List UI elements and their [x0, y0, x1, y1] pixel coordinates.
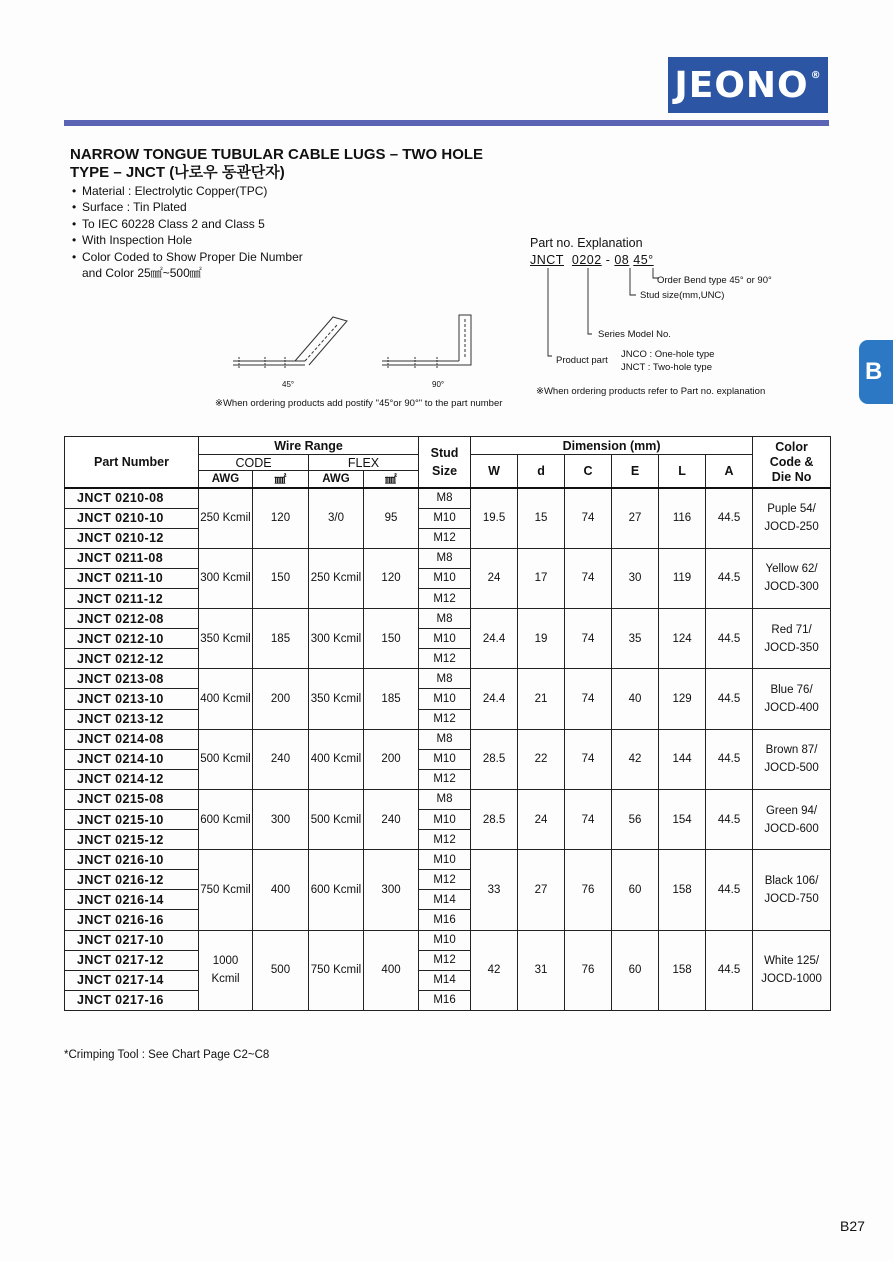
lug-45-icon — [233, 317, 347, 369]
header-flex-awg: AWG — [309, 471, 364, 489]
dim-d-cell: 24 — [518, 789, 565, 849]
code-awg-cell: 400 Kcmil — [199, 669, 253, 729]
dim-e-cell: 56 — [612, 789, 659, 849]
part-number-cell: JNCT 0214-12 — [65, 769, 199, 789]
stud-size-cell: M14 — [419, 970, 471, 990]
table-row — [65, 609, 831, 629]
dim-d-cell: 27 — [518, 850, 565, 930]
dim-l-cell: 158 — [659, 930, 706, 1010]
dim-d-cell: 19 — [518, 609, 565, 669]
bend-label: Order Bend type 45° or 90° — [657, 275, 772, 286]
stud-size-cell: M10 — [419, 508, 471, 528]
code-awg-cell: 500 Kcmil — [199, 729, 253, 789]
flex-awg-cell: 3/0 — [309, 488, 364, 548]
part-number-cell: JNCT 0211-08 — [65, 548, 199, 568]
part-number-cell: JNCT 0210-08 — [65, 488, 199, 508]
header-flex: FLEX — [309, 455, 419, 471]
header-code-mm2: ㎟ — [253, 471, 309, 489]
code-awg-cell: 300 Kcmil — [199, 548, 253, 608]
label-45: 45° — [282, 380, 295, 389]
color-code-cell: White 125/ JOCD-1000 — [753, 930, 831, 1010]
dim-l-cell: 129 — [659, 669, 706, 729]
stud-size-cell: M12 — [419, 528, 471, 548]
title-line-1: NARROW TONGUE TUBULAR CABLE LUGS – TWO HOLE — [70, 146, 484, 163]
spec-item: • Material : Electrolytic Copper(TPC) — [72, 183, 303, 199]
dim-d-cell: 22 — [518, 729, 565, 789]
dim-w-cell: 28.5 — [471, 789, 518, 849]
dim-w-cell: 42 — [471, 930, 518, 1010]
part-number-cell: JNCT 0211-10 — [65, 568, 199, 588]
flex-awg-cell: 250 Kcmil — [309, 548, 364, 608]
part-explanation-title: Part no. Explanation — [530, 236, 643, 250]
dim-d-cell: 21 — [518, 669, 565, 729]
stud-size-cell: M10 — [419, 629, 471, 649]
dim-e-cell: 27 — [612, 488, 659, 548]
code-mm2-cell: 150 — [253, 548, 309, 608]
brand-registered-mark: ® — [810, 69, 822, 81]
dim-a-cell: 44.5 — [706, 789, 753, 849]
header-rule — [64, 120, 829, 126]
spec-item: • Surface : Tin Plated — [72, 199, 303, 215]
part-number-cell: JNCT 0216-10 — [65, 850, 199, 870]
code-mm2-cell: 120 — [253, 488, 309, 548]
stud-size-cell: M10 — [419, 850, 471, 870]
dim-c-cell: 74 — [565, 789, 612, 849]
header-part-number: Part Number — [65, 437, 199, 489]
dim-c-cell: 76 — [565, 850, 612, 930]
flex-mm2-cell: 200 — [364, 729, 419, 789]
code-awg-cell: 250 Kcmil — [199, 488, 253, 548]
dim-l-cell: 116 — [659, 488, 706, 548]
flex-awg-cell: 400 Kcmil — [309, 729, 364, 789]
stud-size-cell: M14 — [419, 890, 471, 910]
lug-90-icon — [382, 315, 471, 369]
jnco-label: JNCO : One-hole type — [621, 349, 715, 360]
part-number-cell: JNCT 0212-08 — [65, 609, 199, 629]
header-l: L — [659, 455, 706, 489]
part-number-cell: JNCT 0216-12 — [65, 870, 199, 890]
code-mm2-cell: 400 — [253, 850, 309, 930]
part-number-cell: JNCT 0214-10 — [65, 749, 199, 769]
spec-item: • Color Coded to Show Proper Die Number — [72, 249, 303, 265]
page-number: B27 — [840, 1218, 865, 1234]
dim-c-cell: 74 — [565, 548, 612, 608]
stud-size-cell: M12 — [419, 950, 471, 970]
stud-size-cell: M8 — [419, 669, 471, 689]
part-number-cell: JNCT 0213-08 — [65, 669, 199, 689]
flex-mm2-cell: 120 — [364, 548, 419, 608]
section-tab[interactable]: B — [859, 340, 893, 404]
part-explanation-code — [530, 253, 654, 267]
stud-size-cell: M10 — [419, 568, 471, 588]
code-stud: 08 — [614, 253, 630, 267]
dim-a-cell: 44.5 — [706, 669, 753, 729]
spec-item-continued: and Color 25㎟~500㎟ — [82, 266, 202, 281]
part-number-cell: JNCT 0215-12 — [65, 830, 199, 850]
footnote: *Crimping Tool : See Chart Page C2~C8 — [64, 1049, 270, 1061]
header-flex-mm2: ㎟ — [364, 471, 419, 489]
dim-w-cell: 24 — [471, 548, 518, 608]
flex-awg-cell: 600 Kcmil — [309, 850, 364, 930]
code-awg-cell: 600 Kcmil — [199, 789, 253, 849]
header-a: A — [706, 455, 753, 489]
dim-a-cell: 44.5 — [706, 729, 753, 789]
dim-e-cell: 60 — [612, 850, 659, 930]
header-code: CODE — [199, 455, 309, 471]
brand-logo — [668, 57, 828, 113]
table-body — [65, 488, 831, 1010]
flex-awg-cell: 300 Kcmil — [309, 609, 364, 669]
code-awg-cell: 750 Kcmil — [199, 850, 253, 930]
part-number-cell: JNCT 0216-14 — [65, 890, 199, 910]
dim-e-cell: 42 — [612, 729, 659, 789]
product-label: Product part — [556, 355, 608, 366]
header-w: W — [471, 455, 518, 489]
dim-c-cell: 74 — [565, 729, 612, 789]
flex-mm2-cell: 185 — [364, 669, 419, 729]
series-label: Series Model No. — [598, 329, 671, 340]
dim-a-cell: 44.5 — [706, 548, 753, 608]
dim-w-cell: 19.5 — [471, 488, 518, 548]
part-explanation-note: ※When ordering products refer to Part no. explanation — [536, 386, 766, 397]
spec-item: • To IEC 60228 Class 2 and Class 5 — [72, 216, 303, 232]
part-number-cell: JNCT 0212-12 — [65, 649, 199, 669]
code-series: 0202 — [571, 253, 602, 267]
flex-awg-cell: 500 Kcmil — [309, 789, 364, 849]
flex-mm2-cell: 95 — [364, 488, 419, 548]
color-code-cell: Puple 54/ JOCD-250 — [753, 488, 831, 548]
color-code-cell: Black 106/ JOCD-750 — [753, 850, 831, 930]
dim-e-cell: 60 — [612, 930, 659, 1010]
code-mm2-cell: 300 — [253, 789, 309, 849]
header-d: d — [518, 455, 565, 489]
jnct-label: JNCT : Two-hole type — [621, 362, 712, 373]
stud-size-cell: M10 — [419, 749, 471, 769]
stud-size-cell: M8 — [419, 609, 471, 629]
label-90: 90° — [432, 380, 445, 389]
dim-l-cell: 154 — [659, 789, 706, 849]
part-number-cell: JNCT 0213-12 — [65, 709, 199, 729]
color-code-cell: Red 71/ JOCD-350 — [753, 609, 831, 669]
header-code-awg: AWG — [199, 471, 253, 489]
dim-l-cell: 124 — [659, 609, 706, 669]
dim-c-cell: 74 — [565, 669, 612, 729]
part-number-cell: JNCT 0217-14 — [65, 970, 199, 990]
stud-size-cell: M8 — [419, 488, 471, 508]
table-row — [65, 729, 831, 749]
dim-e-cell: 40 — [612, 669, 659, 729]
stud-size-cell: M10 — [419, 689, 471, 709]
dim-c-cell: 74 — [565, 488, 612, 548]
stud-size-cell: M10 — [419, 810, 471, 830]
table-row — [65, 669, 831, 689]
spec-item: • With Inspection Hole — [72, 232, 303, 248]
color-code-cell: Green 94/ JOCD-600 — [753, 789, 831, 849]
stud-size-cell: M12 — [419, 830, 471, 850]
stud-size-cell: M10 — [419, 930, 471, 950]
part-number-cell: JNCT 0210-10 — [65, 508, 199, 528]
stud-size-cell: M12 — [419, 649, 471, 669]
dim-d-cell: 15 — [518, 488, 565, 548]
product-title — [70, 146, 483, 182]
header-c: C — [565, 455, 612, 489]
flex-awg-cell: 350 Kcmil — [309, 669, 364, 729]
part-number-cell: JNCT 0214-08 — [65, 729, 199, 749]
part-number-cell: JNCT 0215-10 — [65, 810, 199, 830]
stud-size-cell: M12 — [419, 588, 471, 608]
dim-e-cell: 30 — [612, 548, 659, 608]
dim-c-cell: 74 — [565, 609, 612, 669]
dim-w-cell: 28.5 — [471, 729, 518, 789]
dim-w-cell: 24.4 — [471, 609, 518, 669]
table-row — [65, 930, 831, 950]
header-dimension: Dimension (mm) — [471, 437, 753, 455]
part-number-cell: JNCT 0217-16 — [65, 990, 199, 1010]
stud-size-cell: M12 — [419, 709, 471, 729]
part-number-cell: JNCT 0217-10 — [65, 930, 199, 950]
stud-size-cell: M12 — [419, 870, 471, 890]
title-line-2: TYPE – JNCT (나로우 동관단자) — [70, 164, 285, 181]
flex-mm2-cell: 400 — [364, 930, 419, 1010]
header-wire-range: Wire Range — [199, 437, 419, 455]
flex-mm2-cell: 300 — [364, 850, 419, 930]
dim-d-cell: 17 — [518, 548, 565, 608]
dim-a-cell: 44.5 — [706, 850, 753, 930]
dim-l-cell: 119 — [659, 548, 706, 608]
header-stud-size: Stud Size — [419, 437, 471, 489]
table-row — [65, 548, 831, 568]
part-number-cell: JNCT 0211-12 — [65, 588, 199, 608]
dim-c-cell: 76 — [565, 930, 612, 1010]
figure-note: ※When ordering products add postify "45°or 90°" to the part number — [215, 398, 503, 409]
dim-a-cell: 44.5 — [706, 609, 753, 669]
table-row — [65, 850, 831, 870]
part-number-cell: JNCT 0210-12 — [65, 528, 199, 548]
flex-awg-cell: 750 Kcmil — [309, 930, 364, 1010]
table-row — [65, 789, 831, 809]
header-e: E — [612, 455, 659, 489]
table-row — [65, 488, 831, 508]
part-number-cell: JNCT 0213-10 — [65, 689, 199, 709]
header-color-code: Color Code & Die No — [753, 437, 831, 489]
code-prefix: JNCT — [530, 253, 564, 267]
dim-e-cell: 35 — [612, 609, 659, 669]
flex-mm2-cell: 150 — [364, 609, 419, 669]
stud-size-cell: M16 — [419, 910, 471, 930]
spec-table — [64, 436, 831, 1011]
dim-l-cell: 144 — [659, 729, 706, 789]
stud-size-cell: M8 — [419, 729, 471, 749]
stud-label: Stud size(mm,UNC) — [640, 290, 725, 301]
dim-a-cell: 44.5 — [706, 930, 753, 1010]
part-number-cell: JNCT 0216-16 — [65, 910, 199, 930]
code-mm2-cell: 200 — [253, 669, 309, 729]
code-bend: 45° — [633, 253, 654, 267]
dim-a-cell: 44.5 — [706, 488, 753, 548]
code-mm2-cell: 240 — [253, 729, 309, 789]
spec-list — [72, 183, 303, 281]
dim-d-cell: 31 — [518, 930, 565, 1010]
stud-size-cell: M8 — [419, 548, 471, 568]
code-mm2-cell: 500 — [253, 930, 309, 1010]
stud-size-cell: M12 — [419, 769, 471, 789]
color-code-cell: Blue 76/ JOCD-400 — [753, 669, 831, 729]
dim-l-cell: 158 — [659, 850, 706, 930]
dim-w-cell: 24.4 — [471, 669, 518, 729]
code-sep: - — [605, 253, 611, 267]
color-code-cell: Brown 87/ JOCD-500 — [753, 729, 831, 789]
dim-w-cell: 33 — [471, 850, 518, 930]
stud-size-cell: M8 — [419, 789, 471, 809]
flex-mm2-cell: 240 — [364, 789, 419, 849]
part-number-cell: JNCT 0217-12 — [65, 950, 199, 970]
brand-name: JEONO — [674, 64, 809, 106]
code-mm2-cell: 185 — [253, 609, 309, 669]
code-awg-cell: 1000 Kcmil — [199, 930, 253, 1010]
stud-size-cell: M16 — [419, 990, 471, 1010]
color-code-cell: Yellow 62/ JOCD-300 — [753, 548, 831, 608]
part-number-cell: JNCT 0212-10 — [65, 629, 199, 649]
part-number-cell: JNCT 0215-08 — [65, 789, 199, 809]
lug-drawing — [225, 305, 505, 385]
code-awg-cell: 350 Kcmil — [199, 609, 253, 669]
